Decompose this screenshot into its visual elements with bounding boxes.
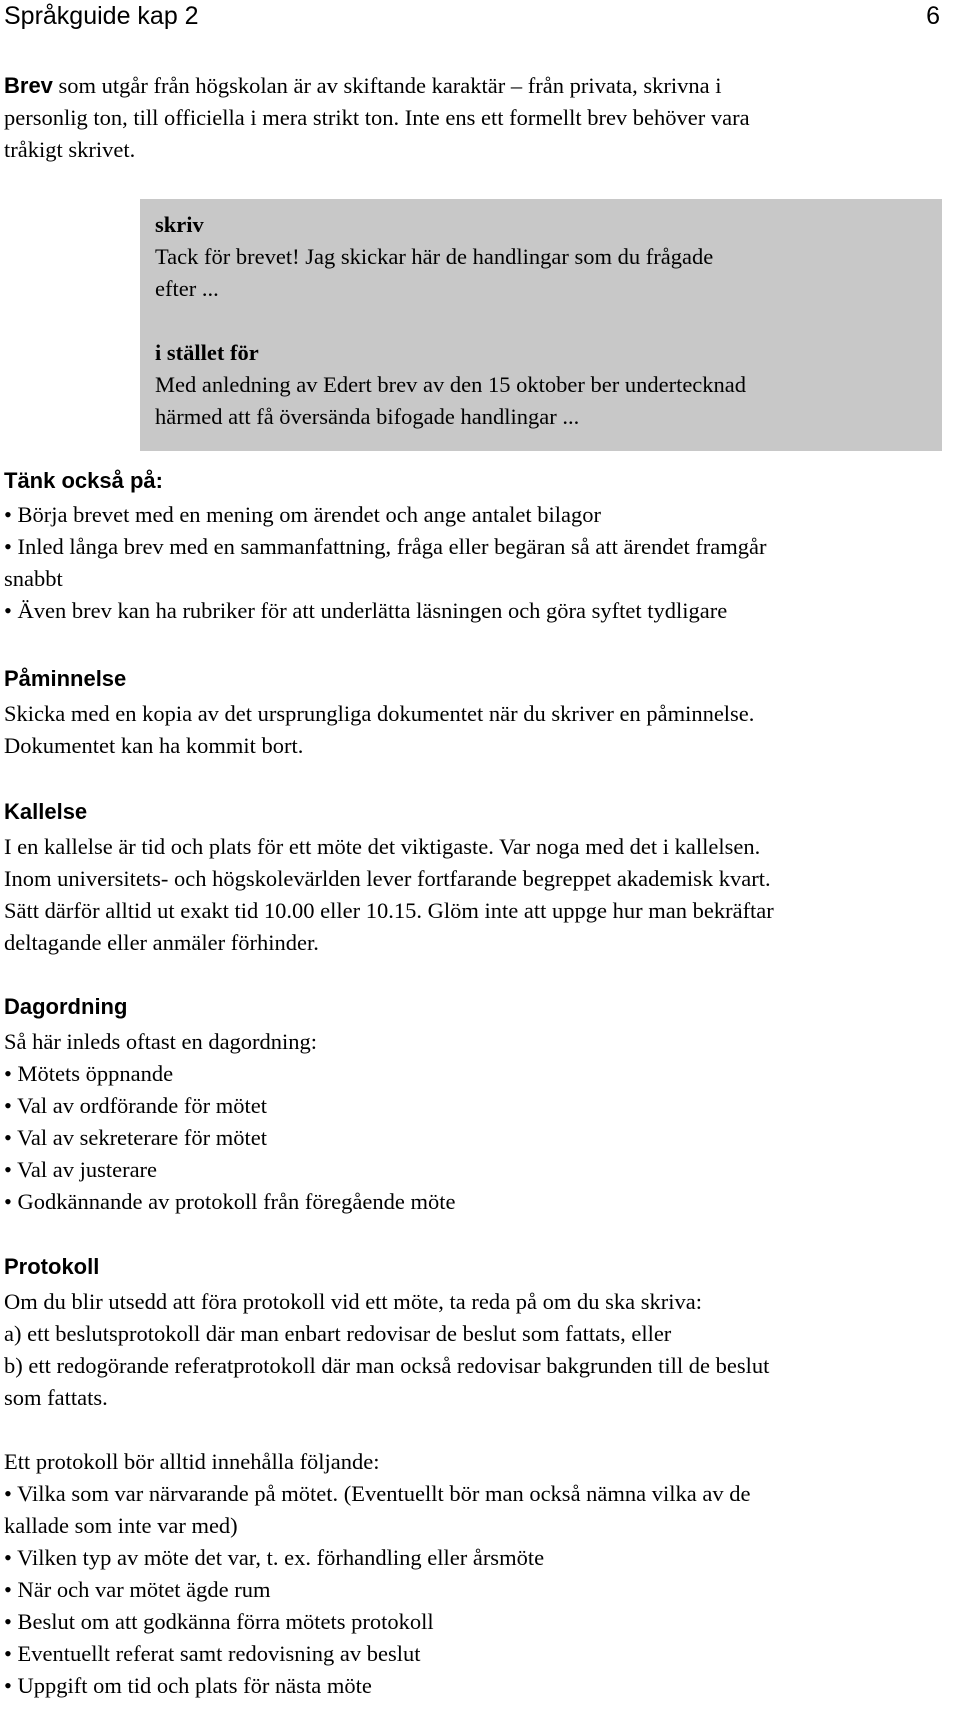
list-item: • Eventuellt referat samt redovisning av beslut <box>4 1641 421 1666</box>
minutes-line: b) ett redogörande referatprotokoll där man också redovisar bakgrunden till de beslut <box>4 1353 770 1378</box>
agenda-section <box>4 988 948 1218</box>
reminder-line: Skicka med en kopia av det ursprungliga dokumentet när du skriver en påminnelse. <box>4 701 755 726</box>
list-item: • Mötets öppnande <box>4 1061 174 1086</box>
brev-text-line2: personlig ton, till officiella i mera strikt ton. Inte ens ett formellt brev behöver vara <box>4 105 750 130</box>
brev-text-line3: tråkigt skrivet. <box>4 137 136 162</box>
minutes-heading: Protokoll <box>4 1254 100 1279</box>
reminder-section <box>4 660 948 762</box>
reminder-heading: Påminnelse <box>4 666 127 691</box>
page-header <box>4 2 940 34</box>
summons-heading: Kallelse <box>4 799 88 824</box>
list-item: snabbt <box>4 566 63 591</box>
list-item: • Uppgift om tid och plats för nästa möte <box>4 1673 372 1698</box>
summons-line: Sätt därför alltid ut exakt tid 10.00 eller 10.15. Glöm inte att uppge hur man bekräftar <box>4 898 774 923</box>
list-item: • Börja brevet med en mening om ärendet och ange antalet bilagor <box>4 502 602 527</box>
minutes-line: a) ett beslutsprotokoll där man enbart redovisar de beslut som fattats, eller <box>4 1321 672 1346</box>
list-item: • Val av ordförande för mötet <box>4 1093 268 1118</box>
brev-text-line1: som utgår från högskolan är av skiftande karaktär – från privata, skrivna i <box>52 73 722 98</box>
example-box <box>140 199 942 451</box>
summons-line: deltagande eller anmäler förhinder. <box>4 930 319 955</box>
list-item: • Beslut om att godkänna förra mötets protokoll <box>4 1609 434 1634</box>
header-title: Språkguide kap 2 <box>4 2 199 30</box>
agenda-intro: Så här inleds oftast en dagordning: <box>4 1029 318 1054</box>
list-item: • Vilken typ av möte det var, t. ex. förhandling eller årsmöte <box>4 1545 545 1570</box>
think-section <box>4 463 948 627</box>
minutes-section <box>4 1248 948 1702</box>
list-item: • När och var mötet ägde rum <box>4 1577 271 1602</box>
agenda-heading: Dagordning <box>4 994 128 1019</box>
list-item: • Vilka som var närvarande på mötet. (Eventuellt bör man också nämna vilka av de <box>4 1481 751 1506</box>
list-item: • Inled långa brev med en sammanfattning, fråga eller begäran så att ärendet framgår <box>4 534 767 559</box>
list-item: • Även brev kan ha rubriker för att underlätta läsningen och göra syftet tydligare <box>4 598 728 623</box>
list-item: • Val av sekreterare för mötet <box>4 1125 267 1150</box>
reminder-line: Dokumentet kan ha kommit bort. <box>4 733 304 758</box>
minutes-line: som fattats. <box>4 1385 108 1410</box>
minutes-contents-intro: Ett protokoll bör alltid innehålla följande: <box>4 1449 380 1474</box>
summons-line: I en kallelse är tid och plats för ett möte det viktigaste. Var noga med det i kallelsen. <box>4 834 761 859</box>
instead-label: i stället för <box>155 340 259 365</box>
list-item: • Godkännande av protokoll från föregående möte <box>4 1189 456 1214</box>
list-item: kallade som inte var med) <box>4 1513 238 1538</box>
write-label: skriv <box>155 212 204 237</box>
brev-lead: Brev <box>4 73 53 98</box>
instead-line2: härmed att få översända bifogade handlingar ... <box>155 404 580 429</box>
think-heading: Tänk också på: <box>4 468 163 493</box>
page-number: 6 <box>926 2 940 30</box>
summons-section <box>4 793 948 959</box>
list-item: • Val av justerare <box>4 1157 158 1182</box>
minutes-line: Om du blir utsedd att föra protokoll vid ett möte, ta reda på om du ska skriva: <box>4 1289 702 1314</box>
write-line1: Tack för brevet! Jag skickar här de handlingar som du frågade <box>155 244 714 269</box>
instead-line1: Med anledning av Edert brev av den 15 oktober ber undertecknad <box>155 372 747 397</box>
write-line2: efter ... <box>155 276 219 301</box>
brev-paragraph <box>4 70 948 166</box>
summons-line: Inom universitets- och högskolevärlden lever fortfarande begreppet akademisk kvart. <box>4 866 771 891</box>
